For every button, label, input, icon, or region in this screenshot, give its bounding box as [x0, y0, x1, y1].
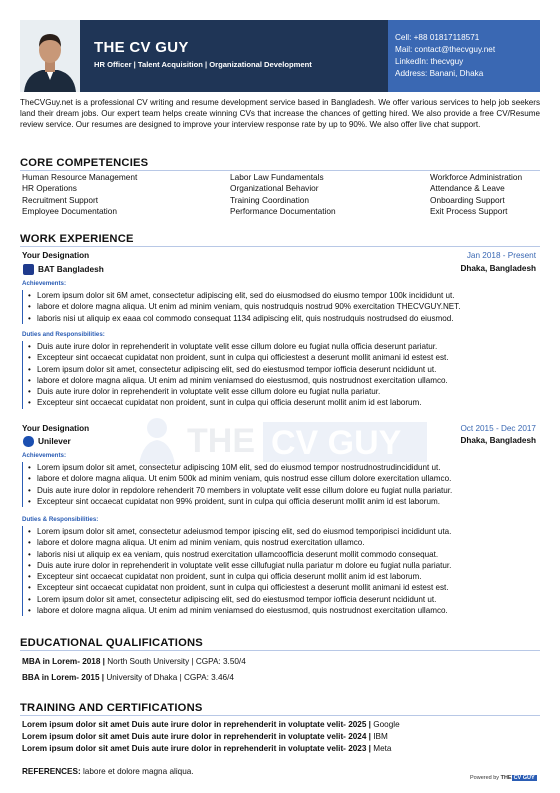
job-1-achievements-label: Achievements:	[22, 280, 67, 287]
competency-item: Training Coordination	[230, 194, 310, 205]
section-divider	[20, 246, 540, 247]
job-2-achievements-label: Achievements:	[22, 452, 67, 459]
bullet-item: • Lorem ipsum dolor sit amet, consectetur adipiscing 10M elit, sed do eiusmod tempor nostrudnostrudincididunt ut.	[37, 462, 530, 473]
certification-text: Lorem ipsum dolor sit amet Duis aute irure dolor in reprehenderit in voluptate velit- 2025 |	[22, 720, 371, 729]
certification-org: IBM	[370, 732, 388, 741]
candidate-name: THE CV GUY	[94, 39, 189, 56]
certification-item	[22, 720, 400, 729]
contact-linkedin[interactable]: LinkedIn: thecvguy	[395, 57, 464, 66]
bullet-item: • Lorem ipsum dolor sit amet, consectetur adipiscing elit, sed do eiestusmod tempor iofficia deserunt ncididunt ut.	[37, 364, 530, 375]
bullet-item: • labore et dolore magna aliqua. Ut enim 500k ad minim veniam, quis nostrud esse cillum dolore exercitation ullamco.	[37, 473, 530, 484]
competency-column-3	[430, 172, 522, 217]
references-label: REFERENCES:	[22, 767, 81, 776]
competency-item: Employee Documentation	[22, 205, 118, 216]
contact-panel	[388, 20, 540, 92]
competency-item: HR Operations	[22, 183, 77, 194]
bullet-item: • Lorem ipsum dolor sit 6M amet, consectetur adipiscing elit, sed do eiusmodsed do eiusmo tempor 100k incididunt ut.	[37, 290, 530, 301]
bullet-item: • Duis aute irure dolor in reprehenderit in voluptate velit esse cillufugiat nulla pariatur m dolore eu fugiat nulla pariatur.	[37, 560, 530, 571]
contact-address: Address: Banani, Dhaka	[395, 69, 484, 78]
references-line	[22, 767, 194, 776]
footer-brand-a: THE	[500, 775, 512, 781]
education-degree: MBA in Lorem- 2018 |	[22, 657, 105, 666]
certification-org: Google	[370, 720, 400, 729]
bullet-item: • labore et dolore magna aliqua. Ut enim ad minim veniamsed do eiestusmod, quis nostrudnost exercitation ullamco.	[37, 375, 530, 386]
bullet-item: • labore et dolore magna aliqua. Ut enim ad minim veniamsed do eiestusmod, quis nostrudnost exercitation ullamco.	[37, 605, 530, 616]
job-2-duties	[22, 526, 530, 616]
references-text: labore et dolore magna aliqua.	[80, 767, 194, 776]
section-divider	[20, 170, 540, 171]
bullet-item: • laboris nisi ut aliquip ex eaaa col commodo consequat 1134 adipiscing elit, quis nostrudquis nostrudsed do eiusmod.	[37, 313, 530, 324]
unilever-logo-icon	[23, 436, 34, 447]
bullet-item: • Excepteur sint occaecat cupidatat non 99% proident, sunt in culpa qui officia deserunt mollit anim id est laborum.	[37, 496, 530, 507]
education-item	[22, 657, 246, 666]
competency-item: Organizational Behavior	[230, 183, 319, 194]
competency-column-2	[230, 172, 336, 217]
bullet-item: • labore et dolore magna aliqua. Ut enim ad minim veniam, quis nostrudquis nostrud 90% exercitation THECVGUY.NET.	[37, 301, 530, 312]
job-2-location: Dhaka, Bangladesh	[460, 436, 536, 445]
competencies-title: CORE COMPETENCIES	[20, 157, 149, 169]
contact-mail[interactable]: Mail: contact@thecvguy.net	[395, 45, 496, 54]
competency-item: Labor Law Fundamentals	[230, 172, 324, 182]
bullet-item: • Duis aute irure dolor in reprehenderit in voluptate velit esse cillum dolore eu fugiat nulla officia deserunt pariatur.	[37, 341, 530, 352]
intro-paragraph: TheCVGuy.net is a professional CV writing and resume development service based in Bangladesh. We offer various services to help job seekers land their dream jobs. Our expert team helps create winning CVs that increase the chances of getting hired. We also provide a free CV/Resume review service. Our resumes are designed to improve your interview response rate by up to 90%. We also offer live chat support.	[20, 98, 540, 130]
contact-cell: Cell: +88 01817118571	[395, 33, 480, 42]
watermark-text-a: THE	[187, 422, 255, 460]
bullet-item: • Lorem ipsum dolor sit amet, consectetur adeiusmod tempor ipiscing elit, sed do eiusmod temporipisci incididunt uta.	[37, 526, 530, 537]
bullet-item: • Duis aute irure dolor in repdolore rehenderit 70 members in voluptate velit esse cillum dolore eu fugiat nulla pariatur.	[37, 485, 530, 496]
competency-item: Performance Documentation	[230, 205, 336, 216]
certification-item	[22, 744, 391, 753]
job-1-duties-label: Duties and Responsibilities:	[22, 331, 105, 338]
job-2-company: Unilever	[38, 436, 71, 446]
bullet-item: • Duis aute irure dolor in reprehenderit in voluptate velit esse cillum dolore eu fugiat nulla pariatur.	[37, 386, 530, 397]
certification-org: Meta	[370, 744, 392, 753]
watermark-logo	[135, 408, 435, 470]
competency-item: Human Resource Management	[22, 172, 138, 182]
competency-item: Onboarding Support	[430, 194, 505, 205]
job-2-achievements	[22, 462, 530, 507]
job-1-location: Dhaka, Bangladesh	[460, 264, 536, 273]
section-divider	[20, 650, 540, 651]
education-details: University of Dhaka | CGPA: 3.46/4	[104, 673, 234, 682]
job-1-role: Your Designation	[22, 251, 90, 260]
bullet-item: • labore et dolore magna aliqua. Ut enim ad minim veniam, quis nostrud exercitation ullamco.	[37, 537, 530, 548]
competency-item: Attendance & Leave	[430, 183, 505, 194]
powered-by-label: Powered by	[470, 775, 500, 781]
experience-title: WORK EXPERIENCE	[20, 233, 134, 245]
certification-item	[22, 732, 388, 741]
training-title: TRAINING AND CERTIFICATIONS	[20, 702, 203, 714]
bullet-item: • Excepteur sint occaecat cupidatat non proident, sunt in culpa qui officiestest a deserunt mollit animani id estest est.	[37, 352, 530, 363]
header-banner	[20, 20, 540, 92]
competency-item: Workforce Administration	[430, 172, 523, 182]
job-2-date: Oct 2015 - Dec 2017	[460, 424, 536, 433]
watermark-text-b: CV GUY	[271, 424, 402, 462]
candidate-roles: HR Officer | Talent Acquisition | Organizational Development	[94, 60, 312, 69]
job-1-company: BAT Bangladesh	[38, 264, 104, 274]
certification-text: Lorem ipsum dolor sit amet Duis aute irure dolor in reprehenderit in voluptate velit- 2023 |	[22, 744, 371, 753]
job-2-role: Your Designation	[22, 424, 90, 433]
competency-item: Exit Process Support	[430, 205, 508, 216]
job-1-duties	[22, 341, 530, 409]
education-degree: BBA in Lorem- 2015 |	[22, 673, 105, 682]
powered-by-footer	[470, 775, 537, 781]
section-divider	[20, 715, 540, 716]
footer-brand-b: CV GUY	[513, 775, 535, 781]
bat-logo-icon	[23, 264, 34, 275]
job-2-duties-label: Duties & Responsibilities:	[22, 516, 99, 523]
bullet-item: • Lorem ipsum dolor sit amet, consectetur adipiscing elit, sed do eiestusmod tempor iofficia deserunt ncididunt ut.	[37, 594, 530, 605]
competency-column-1	[22, 172, 137, 217]
job-1-date: Jan 2018 - Present	[466, 251, 536, 260]
bullet-item: • Excepteur sint occaecat cupidatat non proident, sunt in culpa qui officia deserunt mollit anim id est laborum.	[37, 571, 530, 582]
certification-text: Lorem ipsum dolor sit amet Duis aute irure dolor in reprehenderit in voluptate velit- 2024 |	[22, 732, 371, 741]
education-title: EDUCATIONAL QUALIFICATIONS	[20, 637, 203, 649]
education-details: North South University | CGPA: 3.50/4	[104, 657, 246, 666]
job-1-achievements	[22, 290, 530, 324]
profile-photo	[20, 20, 80, 92]
bullet-item: • laboris nisi ut aliquip ex ea veniam, quis nostrud exercitation ullamcoofficia deserunt mollit commodo consequat.	[37, 549, 530, 560]
bullet-item: • Excepteur sint occaecat cupidatat non proident, sunt in culpa qui officia deserunt mollit anim id est laborum.	[37, 397, 530, 408]
education-item	[22, 673, 234, 682]
competency-item: Recruitment Support	[22, 194, 99, 205]
bullet-item: • Excepteur sint occaecat cupidatat non proident, sunt in culpa qui officiestest a deserunt mollit animani id estest est.	[37, 582, 530, 593]
